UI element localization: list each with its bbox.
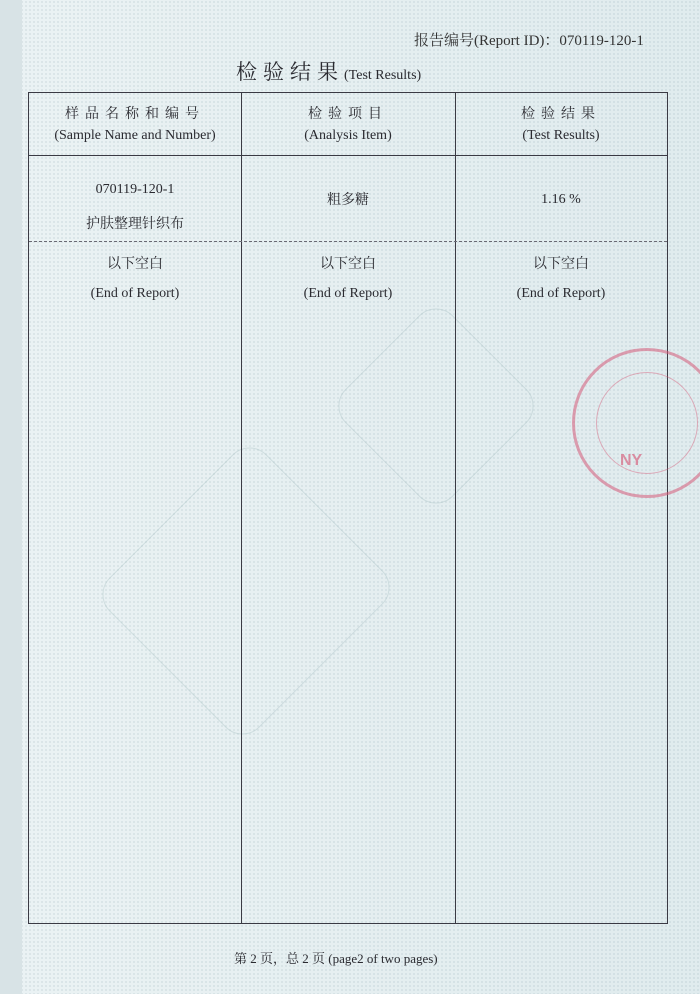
- end-of-report-3: [455, 249, 667, 309]
- header-sample-zh: 样品名称和编号: [65, 106, 205, 122]
- results-table: [28, 92, 668, 924]
- end-of-report-zh: 以下空白: [533, 256, 589, 272]
- sample-number: 070119-120-1: [95, 182, 175, 197]
- header-sample-en: (Sample Name and Number): [54, 128, 216, 143]
- header-result-zh: 检验结果: [521, 106, 601, 122]
- header-result: [455, 103, 667, 147]
- header-item-zh: 检验项目: [308, 106, 388, 122]
- seal-text: NY: [620, 452, 643, 469]
- official-seal-inner-ring: [596, 372, 698, 474]
- title-en: (Test Results): [344, 68, 422, 83]
- end-of-report-en: (End of Report): [516, 286, 606, 301]
- end-of-report-en: (End of Report): [303, 286, 393, 301]
- page-edge: [0, 0, 22, 994]
- row-divider: [29, 241, 667, 242]
- report-id: 报告编号(Report ID)：070119-120-1: [414, 33, 644, 49]
- analysis-item: 粗多糖: [327, 192, 369, 208]
- header-divider: [29, 155, 667, 156]
- test-result: 1.16 %: [541, 192, 581, 207]
- column-divider: [455, 93, 456, 923]
- end-of-report-1: [29, 249, 241, 309]
- end-of-report-zh: 以下空白: [107, 256, 163, 272]
- sample-cell: [29, 173, 241, 241]
- title-zh: 检验结果: [236, 60, 344, 84]
- header-result-en: (Test Results): [522, 128, 600, 143]
- end-of-report-en: (End of Report): [90, 286, 180, 301]
- page-footer: 第 2 页，总 2 页 (page2 of two pages): [234, 951, 438, 966]
- sample-name: 护肤整理针织布: [86, 216, 184, 232]
- end-of-report-2: [241, 249, 455, 309]
- header-item-en: (Analysis Item): [304, 128, 392, 143]
- end-of-report-zh: 以下空白: [320, 256, 376, 272]
- header-item: [241, 103, 455, 147]
- column-divider: [241, 93, 242, 923]
- page-title: [236, 56, 421, 86]
- header-sample: [29, 103, 241, 147]
